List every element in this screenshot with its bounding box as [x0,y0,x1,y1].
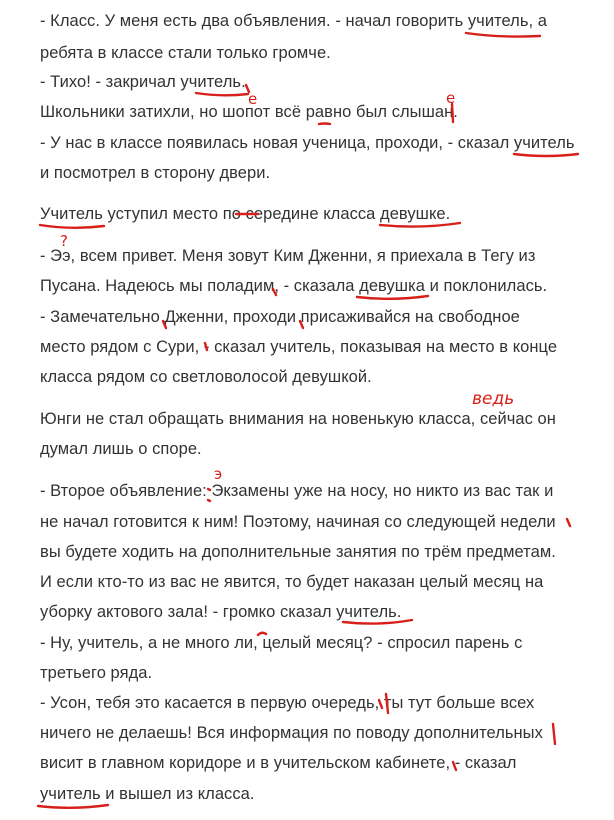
text-line: и посмотрел в сторону двери. [40,164,271,182]
underline-mark [196,93,248,95]
text-line: Учитель уступил место по середине класса девушке. [40,205,451,223]
underline-mark [319,124,330,125]
underline-mark [40,225,104,228]
text-line: Пусана. Надеюсь мы поладим, - сказала девушка и поклонилась. [40,277,548,295]
text-line: - У нас в классе появилась новая ученица, проходи, - сказал учитель [40,134,575,152]
note-ved: ведь [472,389,515,409]
text-line: - Замечательно Дженни, проходи присаживайся на свободное [40,308,520,326]
text-line: думал лишь о споре. [40,440,202,458]
text-line: - Ну, учитель, а не много ли, целый месяц? - спросил парень с [40,634,523,652]
text-line: третьего ряда. [40,664,153,682]
text-line: Школьники затихли, но шопот всё равно был слышан. [40,103,458,121]
text-line: ничего не делаешь! Вся информация по поводу дополнительных [40,724,543,742]
text-line: - Ээ, всем привет. Меня зовут Ким Дженни, я приехала в Тегу из [40,247,536,265]
underline-mark [466,33,540,37]
text-line: висит в главном коридоре и в учительском кабинете, - сказал [40,754,517,772]
text-line: учитель и вышел из класса. [40,785,255,803]
underline-mark [514,154,578,156]
text-line: И если кто-то из вас не явится, то будет наказан целый месяц на [40,573,544,591]
note-e-ekzameny: э [214,465,223,483]
strike-mark [553,724,555,744]
text-line: - Усон, тебя это касается в первую очередь, ты тут больше всех [40,694,535,712]
text-line: - Второе объявление: Экзамены уже на носу, но никто из вас так и [40,482,554,500]
note-e-shopot: е [248,90,258,108]
text-line: не начал готовится к ним! Поэтому, начиная со следующей недели [40,513,556,531]
comma-mark [246,85,249,92]
comma-mark [567,519,570,526]
text-line: Юнги не стал обращать внимания на новенькую класса, сейчас он [40,410,556,428]
text-line: место рядом с Сури, - сказал учитель, показывая на место в конце [40,338,558,356]
text-line: - Класс. У меня есть два объявления. - начал говорить учитель, а [40,12,548,30]
underline-mark [38,805,108,808]
text-line: ребята в классе стали только громче. [40,44,331,62]
text-line: уборку актового зала! - громко сказал учитель. [40,603,402,621]
note-e-slyshan: е [446,89,456,107]
note-question: ? [60,232,68,250]
text-line: вы будете ходить на дополнительные занятия по трём предметам. [40,543,556,561]
text-line: класса рядом со светловолосой девушкой. [40,368,372,386]
text-line: - Тихо! - закричал учитель. [40,73,246,91]
